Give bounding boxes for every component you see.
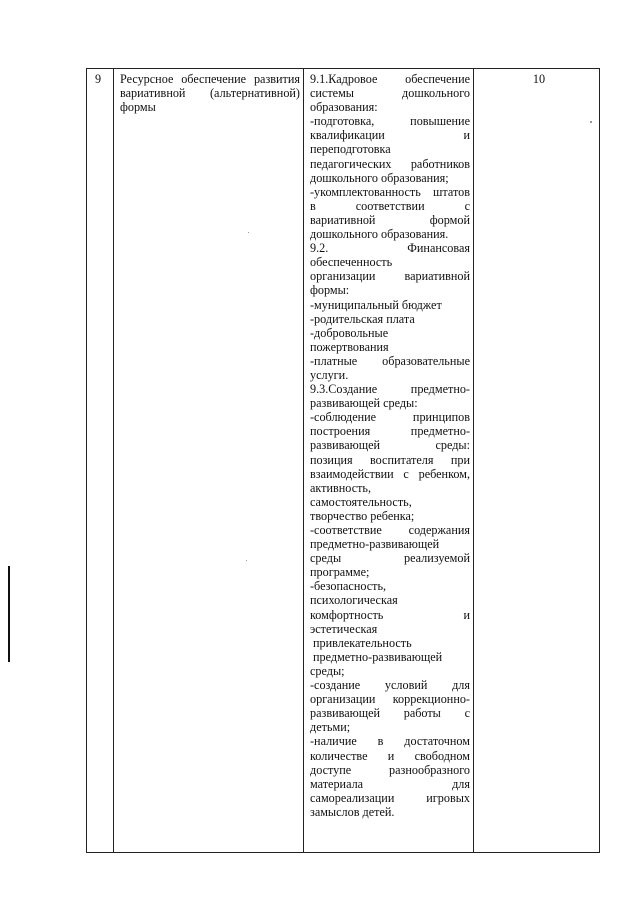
- content-line: 9.2. Финансовая: [310, 241, 470, 256]
- content-line: -муниципальный бюджет: [310, 297, 442, 312]
- content-line: предметно-развивающей: [313, 649, 443, 664]
- content-line: -создание условий для: [310, 678, 470, 693]
- content-line: доступе разнообразного: [310, 762, 470, 777]
- content-line: 9.1.Кадровое обеспечение: [310, 72, 470, 86]
- scan-speck: [590, 121, 592, 123]
- content-line: -подготовка, повышение: [310, 114, 470, 129]
- content-line: -платные образовательные: [310, 353, 470, 368]
- content-line: комфортность и: [310, 607, 470, 622]
- content-line: развивающей среды:: [310, 438, 470, 453]
- column-divider: [303, 69, 304, 852]
- content-line: позиция воспитателя при: [310, 452, 470, 467]
- content-line: материала для: [310, 776, 470, 791]
- content-line: системы дошкольного: [310, 86, 470, 101]
- criterion-name: Ресурсное обеспечение развития вариативной (альтернативной) формы: [120, 72, 300, 115]
- content-line: среды реализуемой: [310, 551, 470, 566]
- content-line: образования:: [310, 100, 378, 115]
- content-line: программе;: [310, 565, 370, 580]
- scan-speck: [248, 232, 249, 233]
- content-line: организации вариативной: [310, 269, 470, 284]
- content-line: привлекательность: [313, 635, 412, 650]
- content-line: 9.3.Создание предметно-: [310, 382, 470, 397]
- content-line: самостоятельность,: [310, 494, 412, 509]
- content-line: организации коррекционно-: [310, 692, 470, 707]
- criteria-table: [86, 68, 600, 853]
- content-line: -родительская плата: [310, 311, 415, 326]
- content-line: -соблюдение принципов: [310, 410, 470, 425]
- content-line: дошкольного образования;: [310, 170, 449, 185]
- criterion-score: 10: [532, 72, 546, 86]
- content-line: в соответствии с: [310, 198, 470, 213]
- content-line: переподготовка: [310, 142, 391, 157]
- column-divider: [113, 69, 114, 852]
- content-line: количестве и свободном: [310, 748, 470, 763]
- content-line: формы:: [310, 283, 350, 298]
- content-line: квалификации и: [310, 128, 470, 143]
- content-line: замыслов детей.: [310, 804, 395, 819]
- content-line: услуги.: [310, 367, 349, 382]
- content-line: -безопасность,: [310, 579, 387, 594]
- content-line: взаимодействии с ребенком,: [310, 466, 470, 481]
- row-number: 9: [95, 72, 102, 86]
- content-line: педагогических работников: [310, 156, 470, 171]
- content-line: развивающей работы с: [310, 706, 470, 721]
- content-line: -добровольные: [310, 325, 389, 340]
- content-line: -соответствие содержания: [310, 523, 470, 537]
- column-divider: [473, 69, 474, 852]
- content-line: построения предметно-: [310, 424, 470, 439]
- content-line: детьми;: [310, 720, 351, 735]
- content-line: развивающей среды:: [310, 396, 418, 411]
- content-line: дошкольного образования.: [310, 227, 449, 242]
- content-line: самореализации игровых: [310, 790, 470, 805]
- content-line: вариативной формой: [310, 212, 470, 227]
- content-line: психологическая: [310, 593, 398, 608]
- content-line: среды;: [310, 663, 345, 678]
- content-line: -укомплектованность штатов: [310, 184, 470, 199]
- criterion-content: [310, 72, 470, 819]
- content-line: эстетическая: [310, 621, 378, 636]
- content-line: пожертвования: [310, 339, 389, 354]
- margin-mark: [8, 566, 10, 662]
- scan-speck: [246, 560, 247, 561]
- content-line: предметно-развивающей: [310, 537, 440, 552]
- content-line: обеспеченность: [310, 255, 393, 270]
- content-line: творчество ребенка;: [310, 508, 415, 523]
- content-line: активность,: [310, 480, 372, 495]
- content-line: -наличие в достаточном: [310, 734, 470, 749]
